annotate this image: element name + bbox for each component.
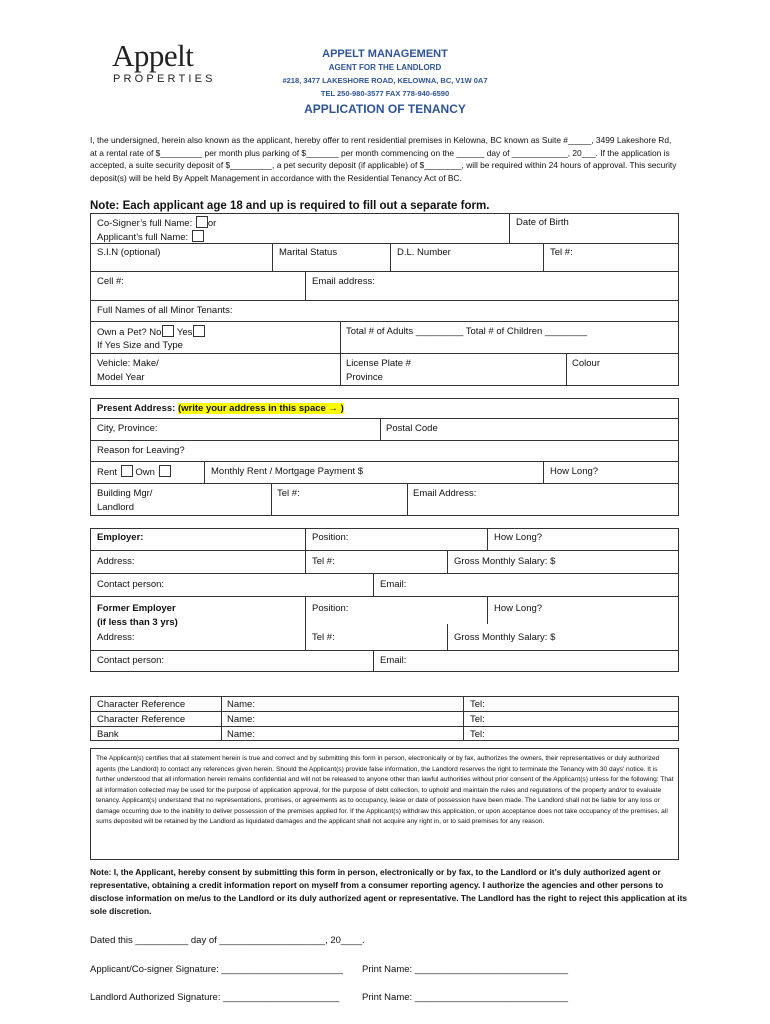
- pet-label: Own a Pet? No Yes: [97, 325, 205, 339]
- province-label: Province: [346, 372, 383, 383]
- employer-address-label: Address:: [97, 556, 135, 567]
- applicant-signature-line[interactable]: Applicant/Co-signer Signature: _______________________: [90, 964, 344, 975]
- dob-label: Date of Birth: [516, 217, 569, 228]
- legal-disclaimer: The Applicant(s) certifies that all statement herein is true and correct and by submitting this form in person, electronically or by fax, authorizes the owners, their representatives or duly authorized agents (the Landlord) to contact any references given herein. Should the Applicant(s) provide false information, the Landlord reserves the right to terminate the Tenancy with 30 days' notice. It is further understood that all information herein remains confidential and will not be released to anyone other than lawful authorities without prior consent of the Applicant(s) unless for the following: That all information collected may be used for the purpose of application approval, for the purpose of debt collection, to uphold and maintain the rules and regulations of the property and/or to evaluate tenancy. Applicant(s) understand that no representations, promises, or agreements as to occupancy, lease or date of possession have been made. The Landlord shall not be liable for any loss or damage occurring due to the inability to deliver possession of the premises applied for. If the Applicant(s) withdraw this application, or upon acceptance does not take occupancy of the premises, all sums deposited will be retained by the Landlord as liquidated damages and the applicant shall not acquire any right in, or to said premises for any reason.: [96, 755, 674, 825]
- pet-yes-checkbox[interactable]: [193, 325, 205, 337]
- former-tel-label: Tel #:: [312, 632, 335, 643]
- employer-email-label: Email:: [380, 579, 407, 590]
- city-label: City, Province:: [97, 423, 158, 434]
- note-heading: Note: Each applicant age 18 and up is required to fill out a separate form.: [90, 200, 490, 212]
- landlord-print-name-line[interactable]: Print Name: _____________________________: [362, 992, 569, 1003]
- occupants-label: Total # of Adults _________ Total # of Children ________: [346, 326, 588, 337]
- landlord-signature-line[interactable]: Landlord Authorized Signature: ______________________: [90, 992, 340, 1003]
- marital-label: Marital Status: [279, 247, 338, 258]
- cosigner-checkbox[interactable]: [196, 216, 208, 228]
- employer-tel-label: Tel #:: [312, 556, 335, 567]
- former-address-label: Address:: [97, 632, 135, 643]
- pet-no-checkbox[interactable]: [162, 325, 174, 337]
- applicant-label: Applicant’s full Name:: [97, 230, 204, 244]
- present-address-label: Present Address: (write your address in this space → ): [97, 403, 344, 414]
- employment-howlong-label: How Long?: [494, 532, 543, 543]
- tel-label: Tel #:: [550, 247, 573, 258]
- plate-label: License Plate #: [346, 358, 411, 369]
- applicant-print-name-line[interactable]: Print Name: _____________________________: [362, 964, 569, 975]
- reference-label: Character Reference: [97, 714, 186, 725]
- logo-subtitle: PROPERTIES: [113, 73, 216, 85]
- minors-label: Full Names of all Minor Tenants:: [97, 305, 233, 316]
- form-title: APPLICATION OF TENANCY: [304, 102, 466, 116]
- intro-paragraph: I, the undersigned, herein also known as the applicant, hereby offer to rent residential premises in Kelowna, BC known as Suite #_____, 3499 Lakeshore Rd, at a rental rate of $_________ per month plus parking of $_______ per month commencing on the ______ day of ____________, 20___. If the application is accepted, a suite security deposit of $_________, a pet security deposit (if applicable) of $________, will be required within 24 hours of approval. This security deposit(s) will be held By Appelt Management in accordance with the Residential Tenancy Act of BC.: [90, 135, 677, 183]
- reference-tel-label: Tel:: [470, 714, 485, 725]
- reason-label: Reason for Leaving?: [97, 445, 185, 456]
- former-howlong-label: How Long?: [494, 603, 543, 614]
- landlord-tel-label: Tel #:: [277, 488, 300, 499]
- dated-line[interactable]: Dated this __________ day of ____________________, 20____.: [90, 935, 365, 946]
- sin-label: S.I.N (optional): [97, 247, 161, 258]
- building-mgr-label: Building Mgr/: [97, 488, 153, 499]
- colour-label: Colour: [572, 358, 600, 369]
- email-label: Email address:: [312, 276, 375, 287]
- former-email-label: Email:: [380, 655, 407, 666]
- cell-label: Cell #:: [97, 276, 124, 287]
- reference-name-label: Name:: [227, 714, 255, 725]
- former-position-label: Position:: [312, 603, 349, 614]
- cosigner-label: Co-Signer’s full Name: or: [97, 218, 217, 229]
- pet-type-label: If Yes Size and Type: [97, 340, 183, 351]
- agent-line: AGENT FOR THE LANDLORD: [328, 63, 442, 72]
- postal-label: Postal Code: [386, 423, 438, 434]
- position-label: Position:: [312, 532, 349, 543]
- rent-checkbox[interactable]: [121, 465, 133, 477]
- address-howlong-label: How Long?: [550, 466, 599, 477]
- reference-name-label: Name:: [227, 699, 255, 710]
- company-contact: TEL 250-980-3577 FAX 778-940-6590: [320, 89, 450, 98]
- reference-label: Character Reference: [97, 699, 186, 710]
- landlord-email-label: Email Address:: [413, 488, 477, 499]
- bank-label: Bank: [97, 729, 119, 740]
- monthly-payment-label: Monthly Rent / Mortgage Payment $: [211, 466, 364, 477]
- vehicle-label: Vehicle: Make/: [97, 358, 159, 369]
- reference-tel-label: Tel:: [470, 699, 485, 710]
- logo-wordmark: Appelt: [112, 38, 194, 73]
- own-checkbox[interactable]: [159, 465, 171, 477]
- vehicle-year-label: Model Year: [97, 372, 145, 383]
- salary-label: Gross Monthly Salary: $: [454, 556, 556, 567]
- rent-own-label: Rent Own: [97, 465, 171, 479]
- company-address: #218, 3477 LAKESHORE ROAD, KELOWNA, BC, V1W 0A7: [282, 76, 488, 85]
- former-salary-label: Gross Monthly Salary: $: [454, 632, 556, 643]
- former-employer-note: (if less than 3 yrs): [97, 617, 178, 628]
- former-employer-label: Former Employer: [97, 603, 176, 614]
- bank-tel-label: Tel:: [470, 729, 485, 740]
- dl-label: D.L. Number: [397, 247, 451, 258]
- former-contact-label: Contact person:: [97, 655, 165, 666]
- credit-consent: Note: I, the Applicant, hereby consent by submitting this form in person, electronically or by fax, to the Landlord or it’s duly authorized agent or representative, obtaining a credit information report on myself from a consumer reporting agency. I authorize the agencies and other persons to disclose information on me/us to the Landlord or its duly authorized agent or representative. The Landlord has the right to reject this application at its sole discretion.: [90, 867, 688, 916]
- bank-name-label: Name:: [227, 729, 255, 740]
- address-section: [90, 398, 679, 516]
- contact-person-label: Contact person:: [97, 579, 165, 590]
- landlord-label: Landlord: [97, 502, 134, 513]
- applicant-checkbox[interactable]: [192, 230, 204, 242]
- employer-label: Employer:: [97, 532, 144, 543]
- company-name: APPELT MANAGEMENT: [322, 48, 448, 60]
